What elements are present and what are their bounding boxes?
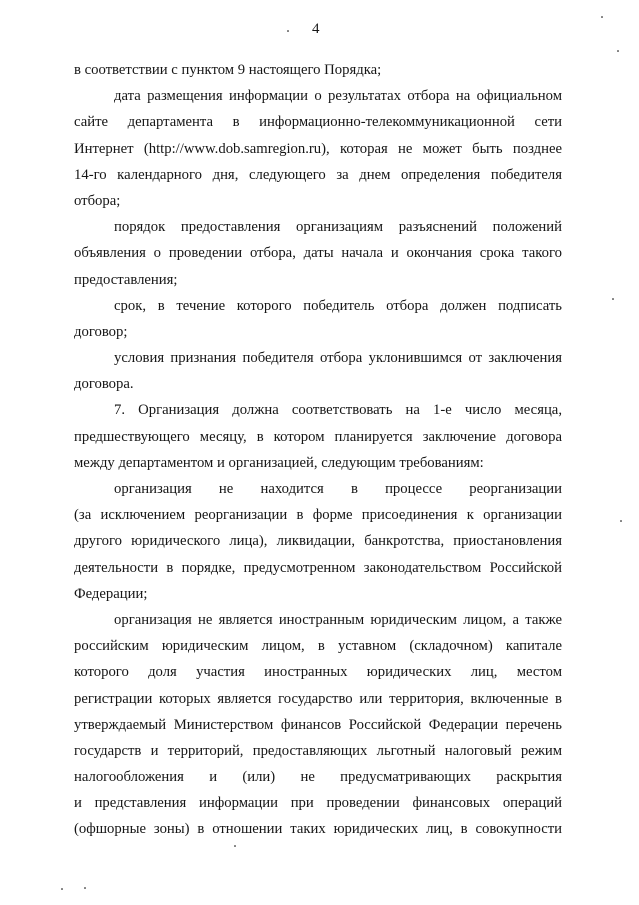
- text-line: условия признания победителя отбора уклонившимся от заключения: [114, 350, 562, 367]
- text-line: (офшорные зоны) в отношении таких юридических лиц, в совокупности: [74, 821, 562, 838]
- scan-speck: [84, 887, 86, 889]
- text-line: 7. Организация должна соответствовать на 1-е число месяца,: [114, 402, 562, 419]
- text-line: организация не находится в процессе реорганизации: [114, 481, 562, 497]
- text-line: договор;: [74, 323, 128, 340]
- text-line: другого юридического лица), ликвидации, банкротства, приостановления: [74, 533, 562, 550]
- scan-speck: [234, 845, 236, 847]
- text-line: в соответствии с пунктом 9 настоящего Порядка;: [74, 62, 382, 78]
- text-line: организация не является иностранным юридическим лицом, а также: [114, 611, 562, 628]
- text-line: сайте департамента в информационно-телекоммуникационной сети: [74, 114, 562, 131]
- text-line: срок, в течение которого победитель отбора должен подписать: [114, 297, 562, 314]
- document-body: [74, 57, 562, 843]
- text-line: налогообложения и (или) не предусматривающих раскрытия: [74, 769, 562, 786]
- text-line: которого доля участия иностранных юридических лиц, местом: [74, 664, 562, 681]
- text-line: Интернет (http://www.dob.samregion.ru), которая не может быть позднее: [74, 140, 562, 157]
- text-line: дата размещения информации о результатах отбора на официальном: [114, 88, 562, 105]
- scan-speck: [617, 50, 619, 52]
- text-line: между департаментом и организацией, следующим требованиям:: [74, 454, 484, 471]
- text-line: регистрации которых является государство или территория, включенные в: [74, 690, 562, 707]
- text-line: предшествующего месяцу, в котором планируется заключение договора: [74, 428, 562, 445]
- text-line: предоставления;: [74, 271, 178, 288]
- page-number: 4: [312, 21, 320, 37]
- text-line: отбора;: [74, 192, 121, 209]
- text-line: договора.: [74, 376, 134, 393]
- text-line: порядок предоставления организациям разъяснений положений: [114, 219, 562, 236]
- text-line: российским юридическим лицом, в уставном (складочном) капитале: [74, 638, 562, 655]
- scan-speck: [601, 16, 603, 18]
- text-line: государств и территорий, предоставляющих льготный налоговый режим: [74, 742, 562, 759]
- text-line: утверждаемый Министерством финансов Российской Федерации перечень: [74, 716, 562, 733]
- text-line: Федерации;: [74, 585, 148, 602]
- text-line: 14-го календарного дня, следующего за днем определения победителя: [74, 166, 562, 183]
- text-line: объявления о проведении отбора, даты начала и окончания срока такого: [74, 245, 562, 262]
- scan-speck: [620, 520, 622, 522]
- scan-speck: [612, 298, 614, 300]
- scan-speck: [287, 30, 289, 32]
- scan-speck: [61, 888, 63, 890]
- text-line: (за исключением реорганизации в форме присоединения к организации: [74, 507, 562, 524]
- text-line: и представления информации при проведении финансовых операций: [74, 795, 562, 812]
- text-line: деятельности в порядке, предусмотренном законодательством Российской: [74, 559, 562, 576]
